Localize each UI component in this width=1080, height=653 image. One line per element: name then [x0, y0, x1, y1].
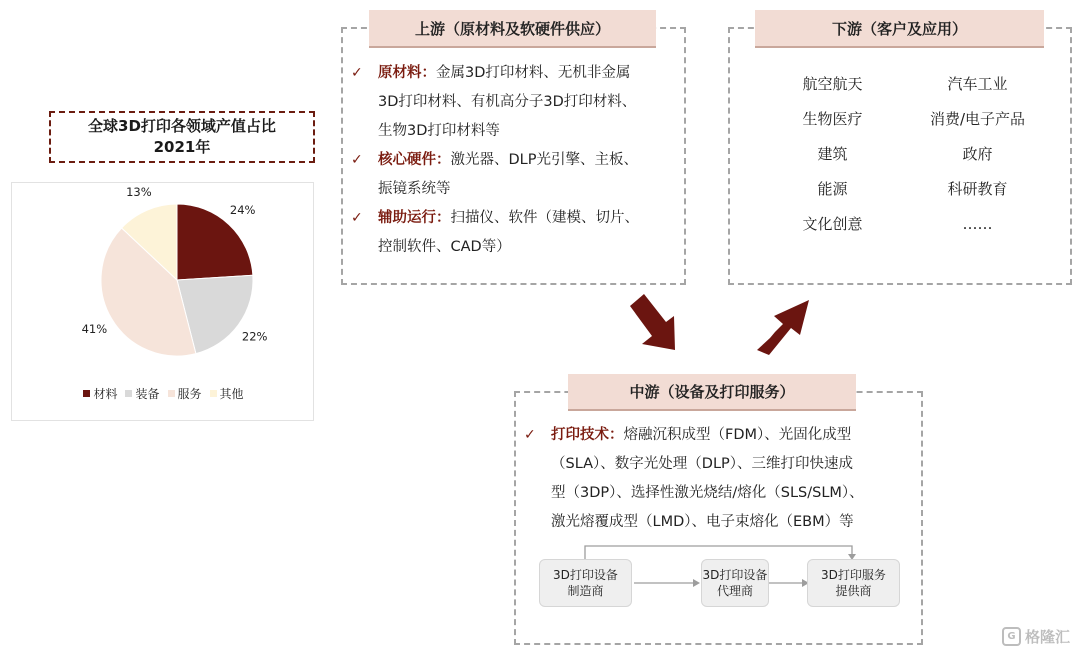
- legend-label-other: 其他: [219, 387, 244, 401]
- midstream-item-text: 熔融沉积成型（FDM）、光固化成型: [623, 427, 852, 443]
- app-item: ……: [962, 215, 993, 233]
- flow-box-service-provider: [807, 559, 900, 607]
- downstream-header: [755, 10, 1044, 48]
- pie-slice-label-1: 22%: [241, 329, 268, 344]
- watermark-text: 格隆汇: [1024, 628, 1070, 646]
- upstream-item-key: 辅助运行：: [378, 210, 451, 226]
- app-item: 科研教育: [947, 180, 1008, 198]
- flow-box-line: 提供商: [835, 584, 872, 598]
- flow-box-agent: [701, 559, 769, 607]
- pie-slice-label-0: 24%: [229, 203, 256, 218]
- upstream-item-text: 3D打印材料、有机高分子3D打印材料、: [378, 94, 637, 110]
- pie-chart-title: 全球3D打印各领域产值占比: [88, 117, 276, 135]
- upstream-item-key: 原材料：: [378, 65, 436, 81]
- legend-item-service: [168, 385, 202, 402]
- check-icon: ✓: [524, 427, 536, 443]
- arrow-up-right-icon: [757, 300, 809, 355]
- midstream-item-printing-tech: [524, 421, 922, 537]
- pie-chart-panel: [11, 182, 314, 421]
- app-item: 汽车工业: [947, 75, 1008, 93]
- upstream-item-text: 振镜系统等: [378, 181, 451, 197]
- flow-box-line: 3D打印设备: [702, 568, 768, 582]
- downstream-app-grid: [760, 73, 1050, 235]
- legend-swatch-other: [210, 390, 217, 397]
- upstream-item-text: 控制软件、CAD等）: [378, 239, 511, 255]
- pie-slice-label-3: 13%: [126, 184, 152, 199]
- app-item: 生物医疗: [802, 110, 863, 128]
- app-item: 文化创意: [802, 215, 863, 233]
- downstream-title: 下游（客户及应用）: [831, 19, 967, 38]
- flow-box-manufacturer: [539, 559, 632, 607]
- midstream-header: [568, 374, 856, 411]
- legend-label-equipment: 装备: [135, 387, 160, 401]
- upstream-item-text: 扫描仪、软件（建模、切片、: [450, 210, 639, 226]
- app-item: 能源: [817, 180, 848, 198]
- midstream-title: 中游（设备及打印服务）: [629, 383, 795, 401]
- check-icon: ✓: [351, 210, 363, 226]
- upstream-item-text: 金属3D打印材料、无机非金属: [436, 65, 631, 81]
- watermark: [1002, 626, 1070, 647]
- upstream-title: 上游（原材料及软硬件供应）: [414, 19, 610, 38]
- legend-label-material: 材料: [93, 387, 118, 401]
- midstream-list: [524, 421, 922, 537]
- upstream-item-text: 生物3D打印材料等: [378, 123, 500, 139]
- app-item: 政府: [962, 145, 993, 163]
- midstream-item-text: 激光熔覆成型（LMD）、电子束熔化（EBM）等: [551, 514, 854, 530]
- legend-swatch-material: [83, 390, 90, 397]
- app-item: 消费/电子产品: [929, 110, 1026, 128]
- flow-box-line: 3D打印设备: [553, 568, 618, 582]
- flow-box-line: 制造商: [567, 584, 604, 598]
- watermark-logo-icon: G: [1002, 627, 1021, 646]
- upstream-item-materials: [351, 59, 686, 146]
- upstream-item-auxiliary: [351, 204, 686, 262]
- app-item: 航空航天: [802, 75, 863, 93]
- pie-chart-title-box: [49, 111, 315, 163]
- midstream-item-text: （SLA）、数字光处理（DLP）、三维打印快速成: [551, 456, 854, 472]
- upstream-list: [351, 59, 686, 262]
- pie-chart-subtitle: 2021年: [153, 138, 211, 156]
- midstream-item-key: 打印技术：: [551, 427, 624, 443]
- flow-arrows: [620, 292, 810, 358]
- pie-legend: [12, 385, 315, 402]
- flow-box-line: 3D打印服务: [821, 568, 886, 582]
- upstream-item-hardware: [351, 146, 686, 204]
- upstream-item-text: 激光器、DLP光引擎、主板、: [450, 152, 638, 168]
- check-icon: ✓: [351, 152, 363, 168]
- pie-slice-label-2: 41%: [81, 321, 108, 336]
- legend-swatch-service: [168, 390, 175, 397]
- legend-swatch-equipment: [125, 390, 132, 397]
- app-item: 建筑: [817, 145, 848, 163]
- upstream-item-key: 核心硬件：: [378, 152, 451, 168]
- check-icon: ✓: [351, 65, 363, 81]
- upstream-header: [369, 10, 656, 48]
- legend-label-service: 服务: [177, 387, 202, 401]
- legend-item-equipment: [125, 385, 159, 402]
- flow-box-line: 代理商: [716, 584, 753, 598]
- legend-item-other: [210, 385, 244, 402]
- legend-item-material: [83, 385, 117, 402]
- midstream-item-text: 型（3DP）、选择性激光烧结/熔化（SLS/SLM）、: [551, 485, 864, 501]
- arrow-down-right-icon: [630, 294, 675, 350]
